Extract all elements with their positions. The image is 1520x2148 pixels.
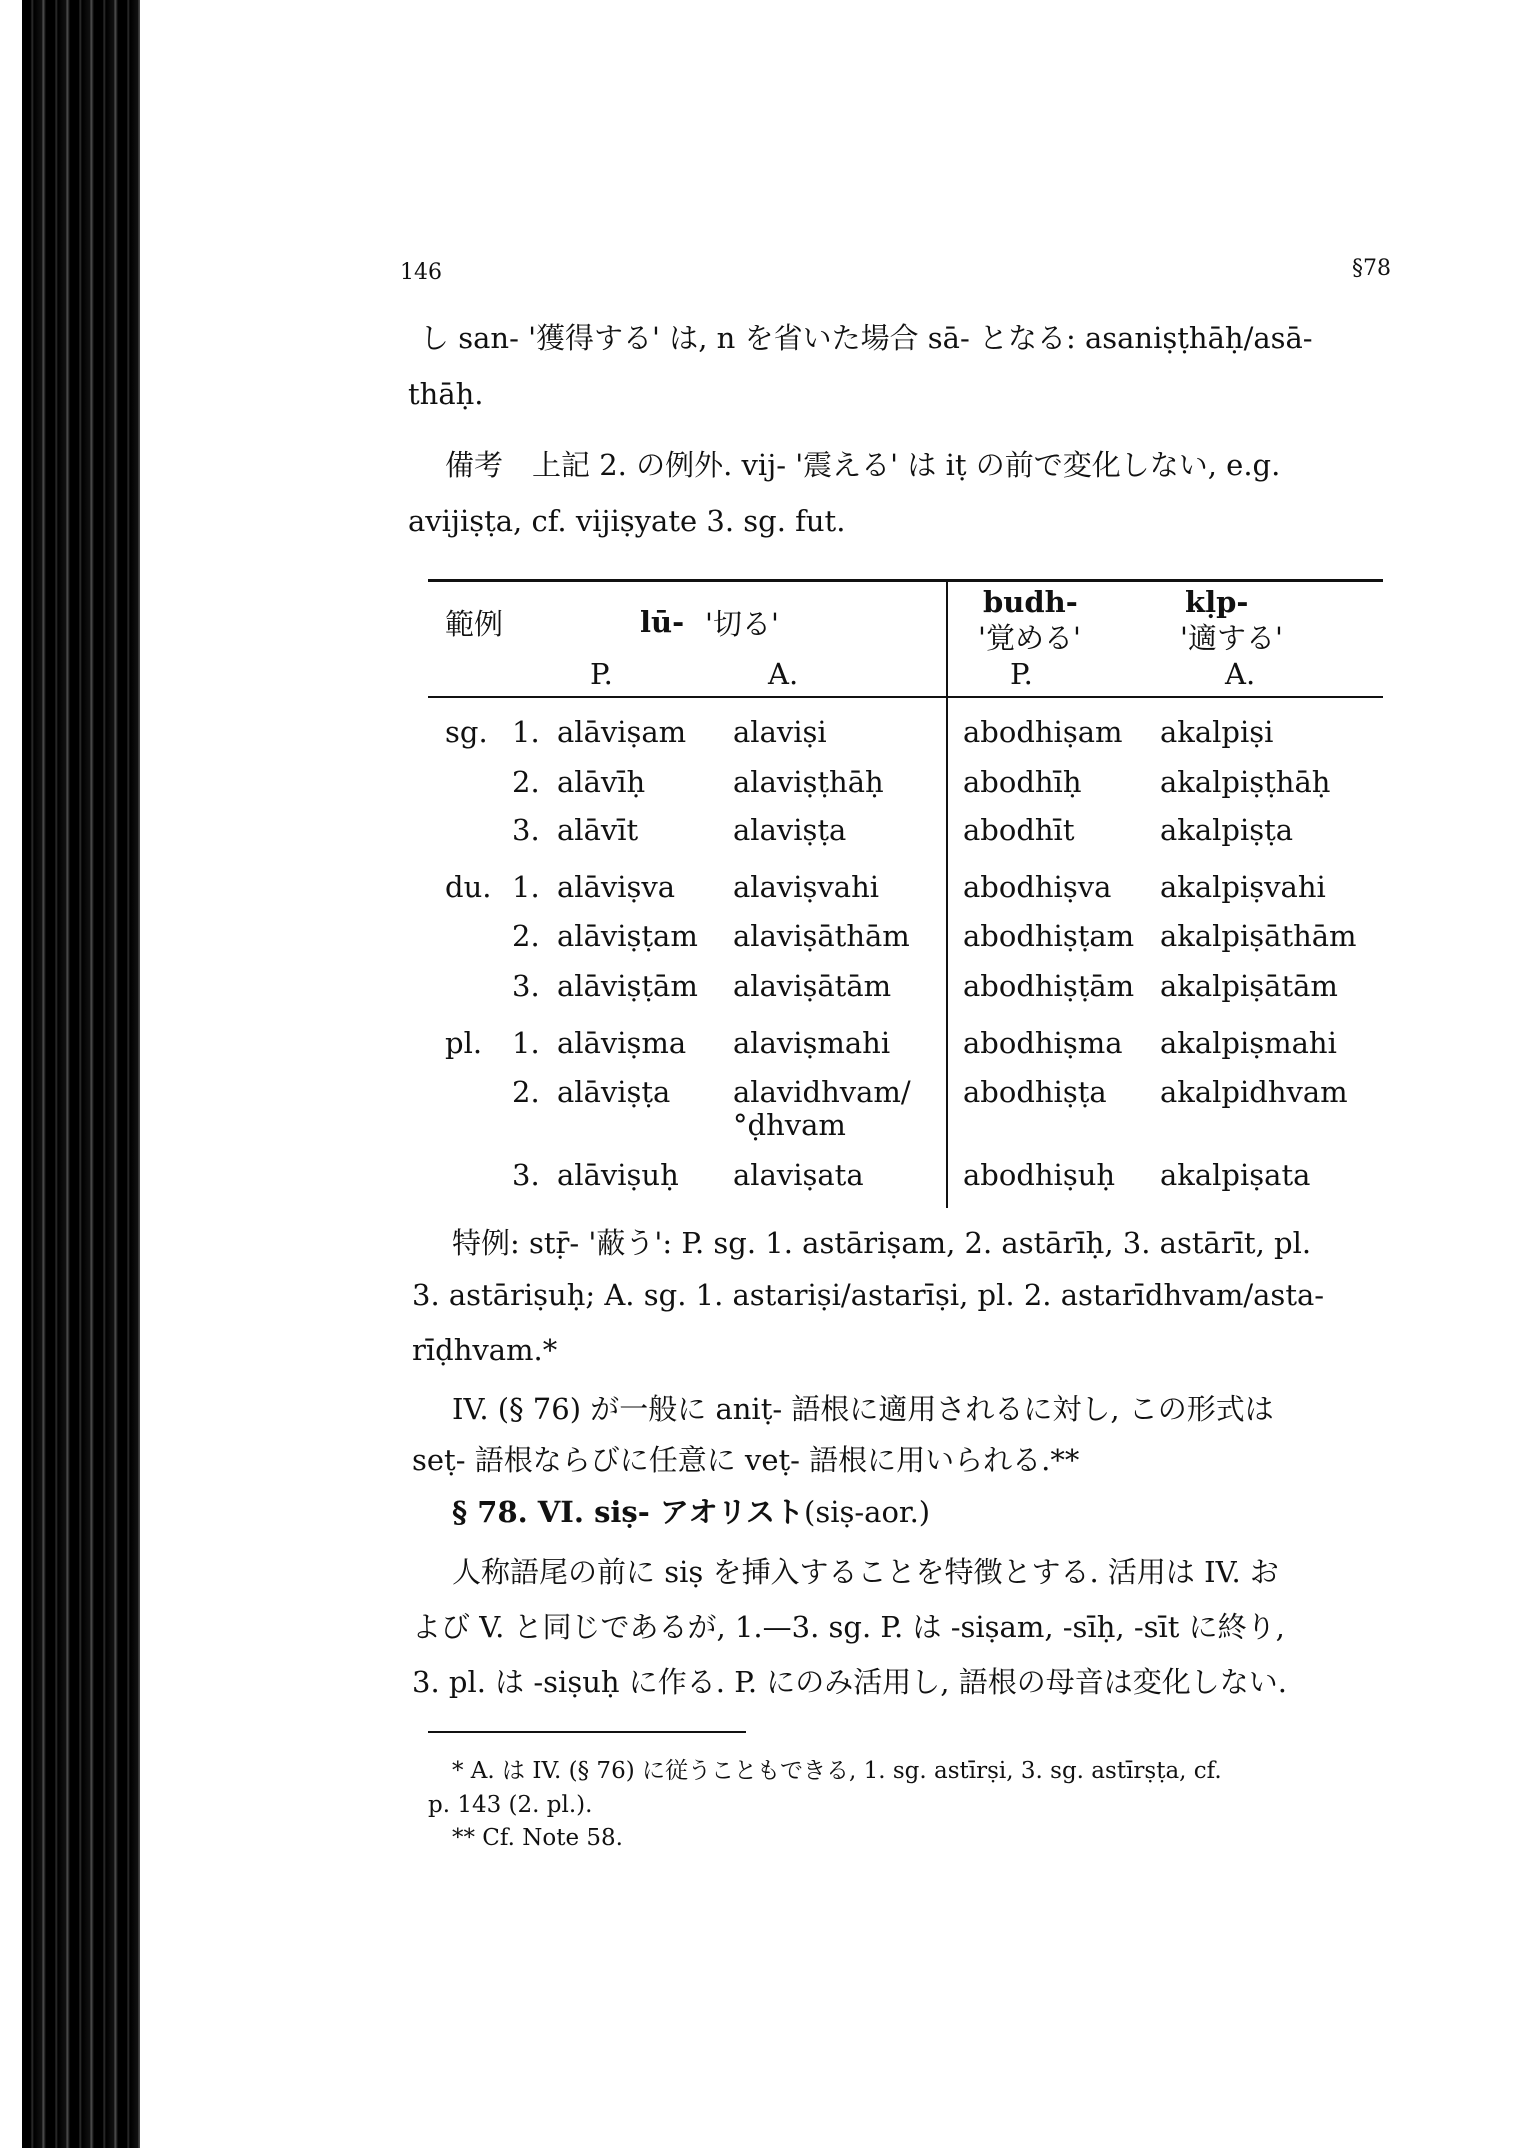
gloss-lu: '切る' bbox=[705, 607, 779, 641]
para3-line: よび V. と同じであるが, 1.—3. sg. P. は -siṣam, -sīḥ, -sīt に終り, bbox=[412, 1610, 1285, 1644]
example-label: 範例 bbox=[445, 607, 504, 641]
note-line: avijiṣṭa, cf. vijiṣyate 3. sg. fut. bbox=[408, 504, 846, 538]
table-cell: akalpiṣāthām bbox=[1160, 919, 1357, 953]
table-cell: alaviṣvahi bbox=[733, 870, 880, 904]
table-cell: akalpiṣi bbox=[1160, 715, 1274, 749]
table-cell: alāviṣva bbox=[557, 870, 676, 904]
row-number-label: du. bbox=[445, 870, 492, 904]
table-cell: abodhiṣṭam bbox=[963, 919, 1135, 953]
note-line: 備考 上記 2. の例外. vij- '震える' は iṭ の前で変化しない, e.g. bbox=[445, 448, 1281, 482]
table-cell: abodhiṣṭa bbox=[963, 1075, 1107, 1109]
section-heading-plain: (siṣ-aor.) bbox=[804, 1495, 931, 1529]
table-cell: abodhiṣva bbox=[963, 870, 1112, 904]
table-cell: alaviṣata bbox=[733, 1158, 864, 1192]
para2-line: seṭ- 語根ならびに任意に veṭ- 語根に用いられる.** bbox=[412, 1443, 1080, 1477]
voice-header: P. bbox=[590, 657, 613, 691]
row-person: 1. bbox=[512, 870, 540, 904]
table-cell: alāviṣṭam bbox=[557, 919, 698, 953]
table-cell: alāviṣuḥ bbox=[557, 1158, 679, 1192]
footnote-line: p. 143 (2. pl.). bbox=[428, 1792, 593, 1818]
table-cell: abodhiṣuḥ bbox=[963, 1158, 1116, 1192]
root-lu: lū- bbox=[640, 605, 685, 639]
table-cell: akalpiṣṭhāḥ bbox=[1160, 765, 1331, 799]
table-cell: alaviṣātām bbox=[733, 969, 892, 1003]
footnote-rule bbox=[428, 1731, 746, 1733]
table-cell-continuation: °ḍhvam bbox=[733, 1108, 846, 1142]
table-cell: alāvīḥ bbox=[557, 765, 646, 799]
scan-edge bbox=[22, 0, 140, 2148]
para1-line: thāḥ. bbox=[408, 377, 484, 411]
row-person: 3. bbox=[512, 969, 540, 1003]
table-cell: akalpiṣātām bbox=[1160, 969, 1338, 1003]
root-budh: budh- bbox=[983, 585, 1078, 619]
table-cell: abodhīḥ bbox=[963, 765, 1082, 799]
table-cell: alaviṣṭa bbox=[733, 813, 847, 847]
table-cell: akalpiṣṭa bbox=[1160, 813, 1294, 847]
row-person: 1. bbox=[512, 715, 540, 749]
page-number: 146 bbox=[400, 260, 442, 285]
row-number-label: sg. bbox=[445, 715, 488, 749]
running-section: §78 bbox=[1352, 256, 1391, 281]
table-cell: alaviṣmahi bbox=[733, 1026, 891, 1060]
row-person: 2. bbox=[512, 765, 540, 799]
special-line: 3. astāriṣuḥ; A. sg. 1. astariṣi/astarīṣi, pl. 2. astarīdhvam/asta- bbox=[412, 1278, 1325, 1312]
row-person: 2. bbox=[512, 919, 540, 953]
voice-header: P. bbox=[1010, 657, 1033, 691]
row-person: 3. bbox=[512, 1158, 540, 1192]
special-line: 特例: stṝ- '蔽う': P. sg. 1. astāriṣam, 2. astārīḥ, 3. astārīt, pl. bbox=[452, 1226, 1312, 1260]
table-cell: akalpidhvam bbox=[1160, 1075, 1348, 1109]
section-heading bbox=[452, 1495, 931, 1529]
para3-line: 人称語尾の前に siṣ を挿入することを特徴とする. 活用は IV. お bbox=[452, 1555, 1279, 1589]
table-divider bbox=[946, 582, 948, 1208]
table-cell: alāviṣṭām bbox=[557, 969, 698, 1003]
table-cell: alāviṣma bbox=[557, 1026, 687, 1060]
table-top-rule bbox=[428, 579, 1383, 582]
table-cell: akalpiṣata bbox=[1160, 1158, 1311, 1192]
table-cell: abodhīt bbox=[963, 813, 1075, 847]
table-cell: alaviṣāthām bbox=[733, 919, 910, 953]
row-person: 1. bbox=[512, 1026, 540, 1060]
gloss-klp: '適する' bbox=[1180, 621, 1283, 655]
table-cell: alāviṣṭa bbox=[557, 1075, 671, 1109]
table-cell: akalpiṣvahi bbox=[1160, 870, 1326, 904]
root-klp: kḷp- bbox=[1185, 585, 1249, 619]
para2-line: IV. (§ 76) が一般に aniṭ- 語根に適用されるに対し, この形式は bbox=[452, 1392, 1274, 1426]
table-cell: alāviṣam bbox=[557, 715, 687, 749]
para1-line: し san- '獲得する' は, n を省いた場合 sā- となる: asaniṣṭhāḥ/asā- bbox=[420, 321, 1313, 355]
table-cell: abodhiṣma bbox=[963, 1026, 1123, 1060]
table-cell: akalpiṣmahi bbox=[1160, 1026, 1337, 1060]
voice-header: A. bbox=[1225, 657, 1256, 691]
footnote-line: ** Cf. Note 58. bbox=[452, 1825, 623, 1851]
table-cell: alaviṣi bbox=[733, 715, 827, 749]
table-cell: alaviṣṭhāḥ bbox=[733, 765, 884, 799]
table-cell: abodhiṣam bbox=[963, 715, 1123, 749]
para3-line: 3. pl. は -siṣuḥ に作る. P. にのみ活用し, 語根の母音は変化しない. bbox=[412, 1665, 1287, 1699]
table-header-rule bbox=[428, 696, 1383, 698]
table-cell: alāvīt bbox=[557, 813, 639, 847]
row-number-label: pl. bbox=[445, 1026, 483, 1060]
footnote-line: * A. は IV. (§ 76) に従うこともできる, 1. sg. astīrṣi, 3. sg. astīrṣṭa, cf. bbox=[452, 1758, 1222, 1784]
row-person: 2. bbox=[512, 1075, 540, 1109]
voice-header: A. bbox=[768, 657, 799, 691]
section-heading-bold: § 78. VI. siṣ- アオリスト bbox=[452, 1495, 805, 1529]
table-cell: alavidhvam/ bbox=[733, 1075, 911, 1109]
row-person: 3. bbox=[512, 813, 540, 847]
table-cell: abodhiṣṭām bbox=[963, 969, 1135, 1003]
gloss-budh: '覚める' bbox=[978, 621, 1081, 655]
special-line: rīḍhvam.* bbox=[412, 1333, 558, 1367]
